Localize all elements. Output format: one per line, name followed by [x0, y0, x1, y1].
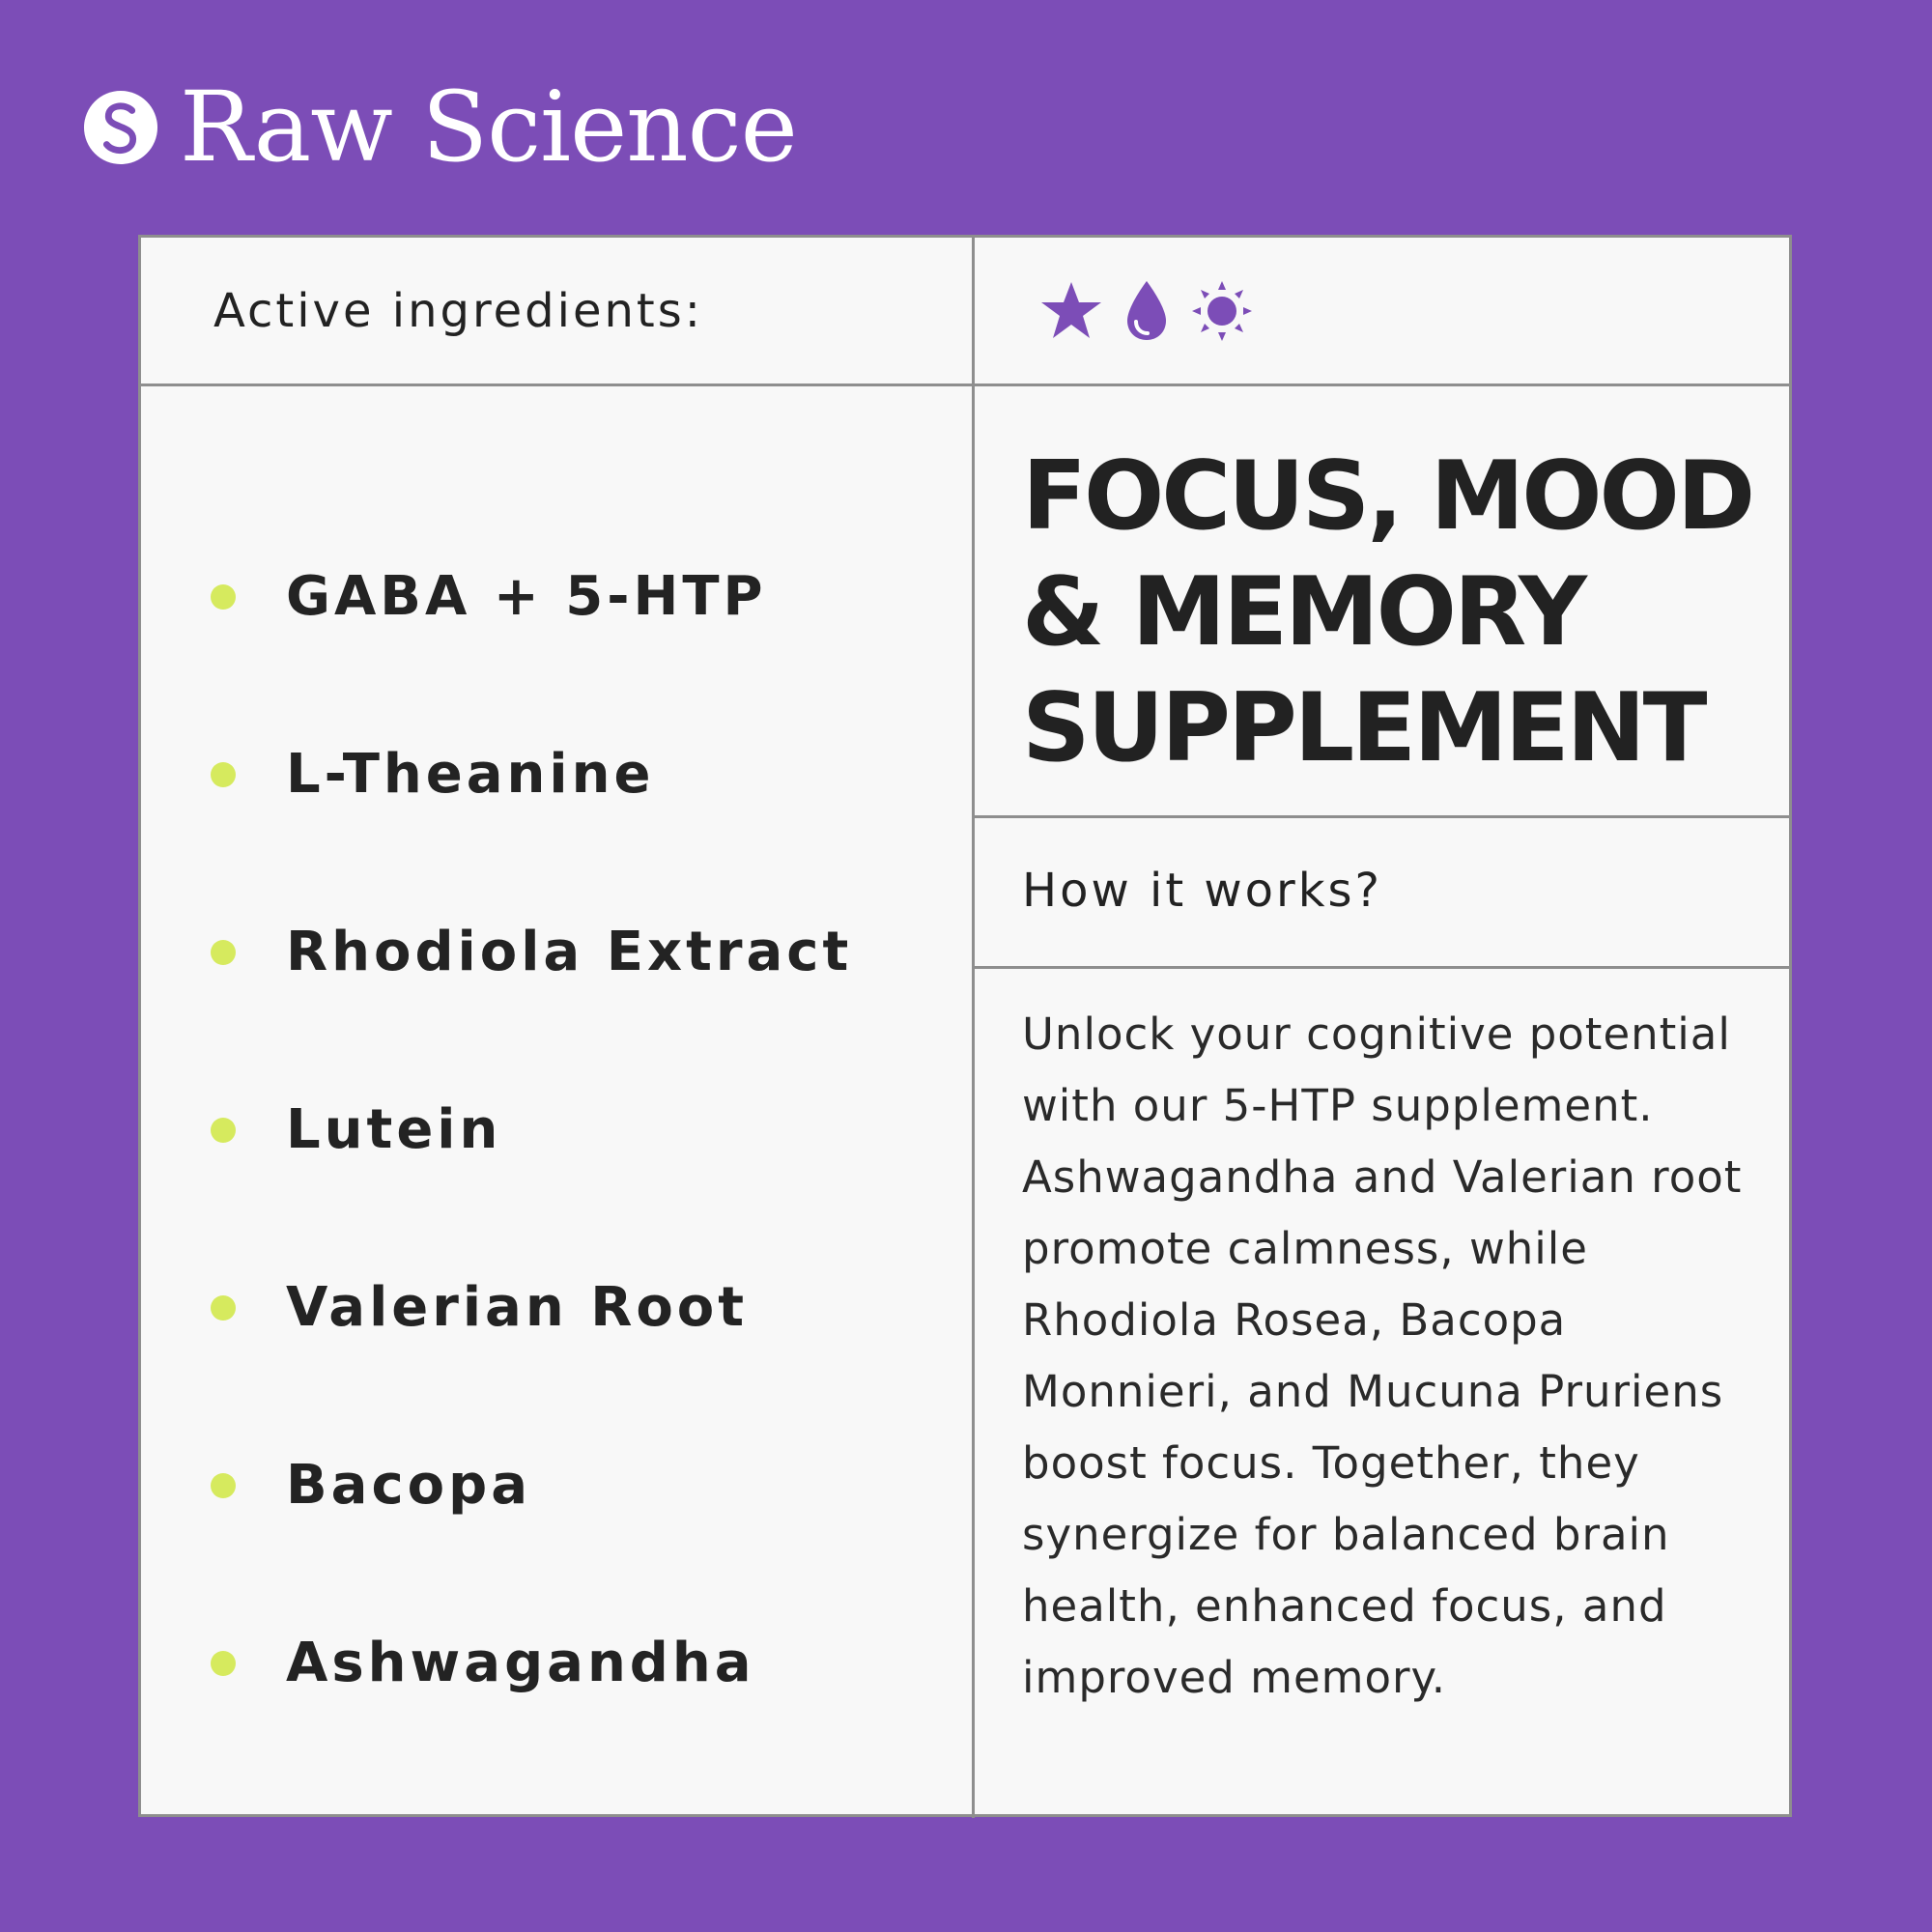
ingredient-list	[209, 564, 852, 1808]
raw-science-logo-icon	[83, 90, 158, 165]
bullet-dot	[211, 1473, 236, 1498]
product-title: FOCUS, MOOD & MEMORY SUPPLEMENT	[1022, 441, 1753, 783]
list-item	[209, 1453, 852, 1631]
star-icon	[1039, 279, 1103, 343]
active-ingredients-heading: Active ingredients:	[213, 284, 703, 338]
ingredient-label: Ashwagandha	[286, 1632, 755, 1694]
ingredient-label: GABA + 5-HTP	[286, 565, 767, 628]
ingredient-label: Valerian Root	[286, 1276, 749, 1339]
bullet-dot	[211, 940, 236, 965]
list-item	[209, 1097, 852, 1275]
bullet-dot	[211, 762, 236, 787]
list-item	[209, 1275, 852, 1453]
title-divider	[972, 815, 1789, 818]
bullet-dot	[211, 584, 236, 610]
header-divider	[141, 384, 1789, 386]
brand-name: Raw Science	[180, 71, 797, 184]
list-item	[209, 920, 852, 1097]
info-card	[138, 235, 1792, 1817]
bullet-dot	[211, 1651, 236, 1676]
product-description: Unlock your cognitive potential with our 5-HTP supplement. Ashwagandha and Valerian root promote calmness, while Rhodiola Rosea, Bacopa Monnieri, and Mucuna Pruriens boost focus. Together, they synergize for balanced brain health, enhanced focus, and improved memory.	[1022, 1009, 1743, 1703]
list-item	[209, 564, 852, 742]
bullet-dot	[211, 1295, 236, 1321]
list-item	[209, 742, 852, 920]
ingredient-label: Lutein	[286, 1098, 502, 1161]
how-divider	[972, 966, 1789, 969]
column-divider	[972, 238, 975, 1818]
header-icons	[1039, 276, 1254, 346]
drop-icon	[1124, 279, 1169, 343]
brand-header	[83, 60, 797, 195]
how-it-works-heading: How it works?	[1022, 864, 1383, 918]
list-item	[209, 1631, 852, 1808]
ingredient-label: Bacopa	[286, 1454, 532, 1517]
sun-icon	[1190, 279, 1254, 343]
ingredient-label: Rhodiola Extract	[286, 921, 853, 983]
bullet-dot	[211, 1118, 236, 1143]
ingredient-label: L-Theanine	[286, 743, 655, 806]
